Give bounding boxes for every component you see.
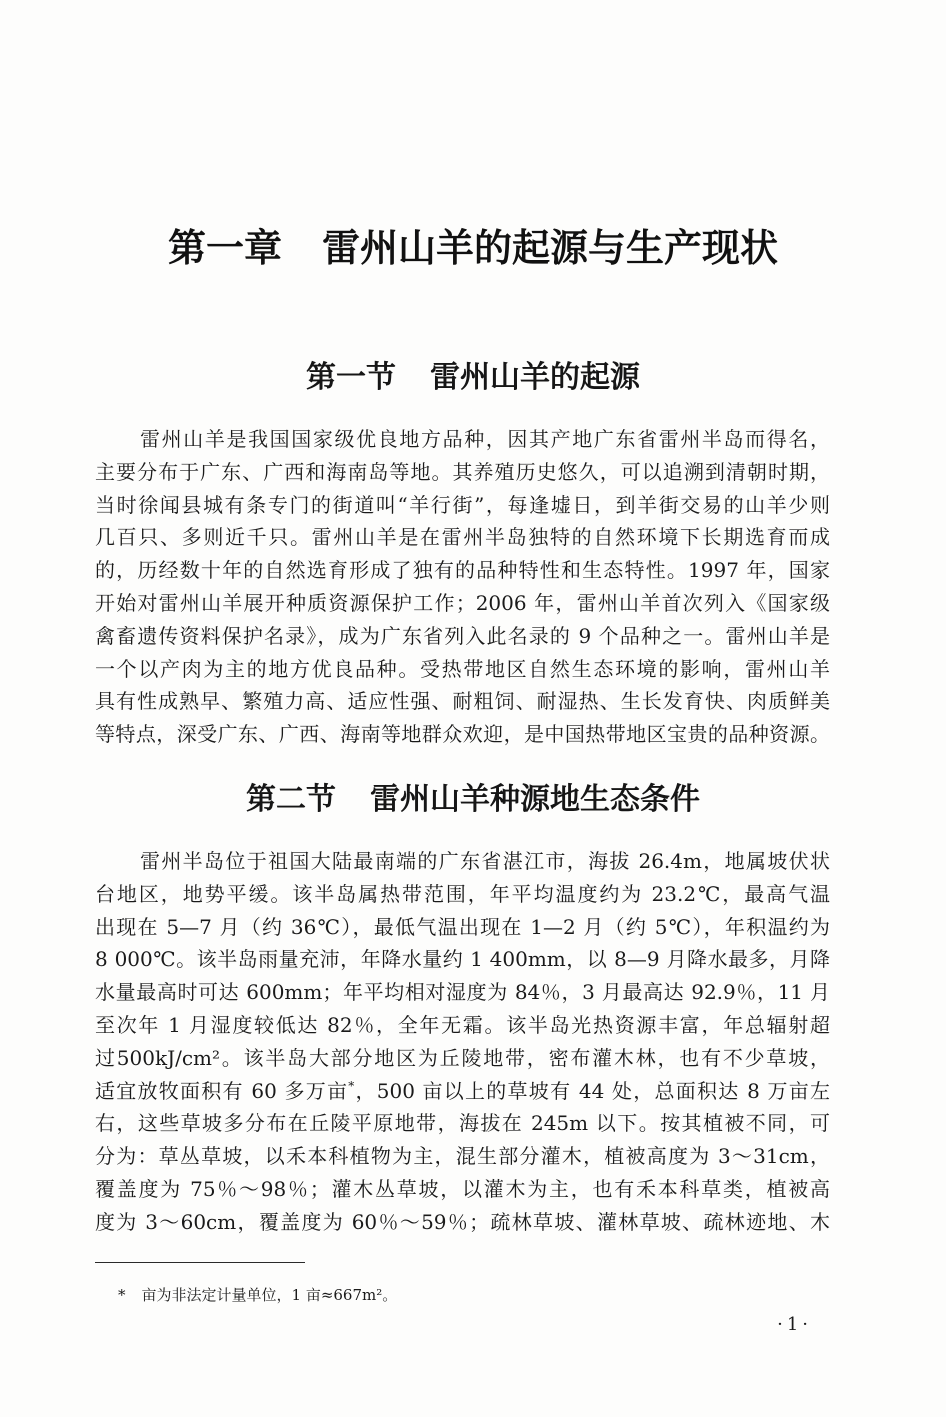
text-line [95, 1075, 830, 1108]
text-line: 过500kJ/cm²。该半岛大部分地区为丘陵地带，密布灌木林，也有不少草坡， [95, 1045, 830, 1070]
text-line: 度为 3～60cm，覆盖度为 60％～59％；疏林草坡、灌林草坡、疏林迹地、木 [95, 1209, 830, 1234]
text-segment: ，500 亩以上的草坡有 44 处，总面积达 8 万亩左 [354, 1078, 830, 1103]
paragraph [95, 845, 830, 1239]
text-line: 一个以产肉为主的地方优良品种。受热带地区自然生态环境的影响，雷州山羊 [95, 656, 830, 681]
chapter-number: 第一章 [167, 225, 282, 270]
chapter-title-text: 雷州山羊的起源与生产现状 [322, 225, 779, 270]
text-line: 台地区，地势平缓。该半岛属热带范围，年平均温度约为 23.2℃，最高气温 [95, 881, 830, 906]
text-line: 至次年 1 月湿度较低达 82％，全年无霜。该半岛光热资源丰富，年总辐射超 [95, 1012, 830, 1037]
section-title-text: 雷州山羊种源地生态条件 [370, 782, 700, 817]
section-number: 第二节 [246, 782, 336, 817]
text-segment: 适宜放牧面积有 60 多万亩 [95, 1078, 349, 1103]
text-line: 雷州山羊是我国国家级优良地方品种，因其产地广东省雷州半岛而得名， [140, 427, 830, 451]
text-line: 开始对雷州山羊展开种质资源保护工作；2006 年，雷州山羊首次列入《国家级 [95, 590, 830, 615]
section-title [0, 358, 946, 398]
section-number: 第一节 [306, 360, 396, 395]
text-line: 出现在 5—7 月（约 36℃），最低气温出现在 1—2 月（约 5℃），年积温约为 [95, 914, 830, 939]
text-line: 8 000℃。该半岛雨量充沛，年降水量约 1 400mm，以 8—9 月降水最多，月降 [95, 947, 830, 972]
text-line: 几百只、多则近千只。雷州山羊是在雷州半岛独特的自然环境下长期选育而成 [95, 525, 830, 550]
footnote [118, 1283, 397, 1307]
text-line: 当时徐闻县城有条专门的街道叫“羊行街”，每逢墟日，到羊街交易的山羊少则 [95, 492, 830, 517]
text-line: 主要分布于广东、广西和海南岛等地。其养殖历史悠久，可以追溯到清朝时期， [95, 459, 830, 484]
text-line: 具有性成熟早、繁殖力高、适应性强、耐粗饲、耐湿热、生长发育快、肉质鲜美 [95, 689, 830, 714]
footnote-marker: * [118, 1286, 126, 1304]
section-title [0, 780, 946, 820]
footnote-divider [95, 1262, 305, 1263]
text-line: 分为：草丛草坡，以禾本科植物为主，混生部分灌木，植被高度为 3～31cm， [95, 1144, 830, 1169]
paragraph [95, 423, 830, 751]
footnote-text: 亩为非法定计量单位，1 亩≈667m²。 [141, 1286, 398, 1304]
page-number: ·1· [777, 1314, 812, 1335]
text-line: 雷州半岛位于祖国大陆最南端的广东省湛江市，海拔 26.4m，地属坡伏状 [140, 849, 830, 873]
footnote-reference: * [348, 1078, 355, 1093]
text-line: 覆盖度为 75％～98％；灌木丛草坡，以灌木为主，也有禾本科草类，植被高 [95, 1176, 830, 1201]
text-line: 右，这些草坡多分布在丘陵平原地带，海拔在 245m 以下。按其植被不同，可 [95, 1111, 830, 1136]
section-title-text: 雷州山羊的起源 [430, 360, 640, 395]
text-line: 的，历经数十年的自然选育形成了独有的品种特性和生态特性。1997 年，国家 [95, 558, 830, 583]
text-line: 水量最高时可达 600mm；年平均相对湿度为 84％，3 月最高达 92.9％，11 月 [95, 980, 830, 1005]
text-line: 禽畜遗传资料保护名录》，成为广东省列入此名录的 9 个品种之一。雷州山羊是 [95, 623, 830, 648]
chapter-title [0, 222, 946, 274]
text-line: 等特点，深受广东、广西、海南等地群众欢迎，是中国热带地区宝贵的品种资源。 [95, 722, 830, 747]
